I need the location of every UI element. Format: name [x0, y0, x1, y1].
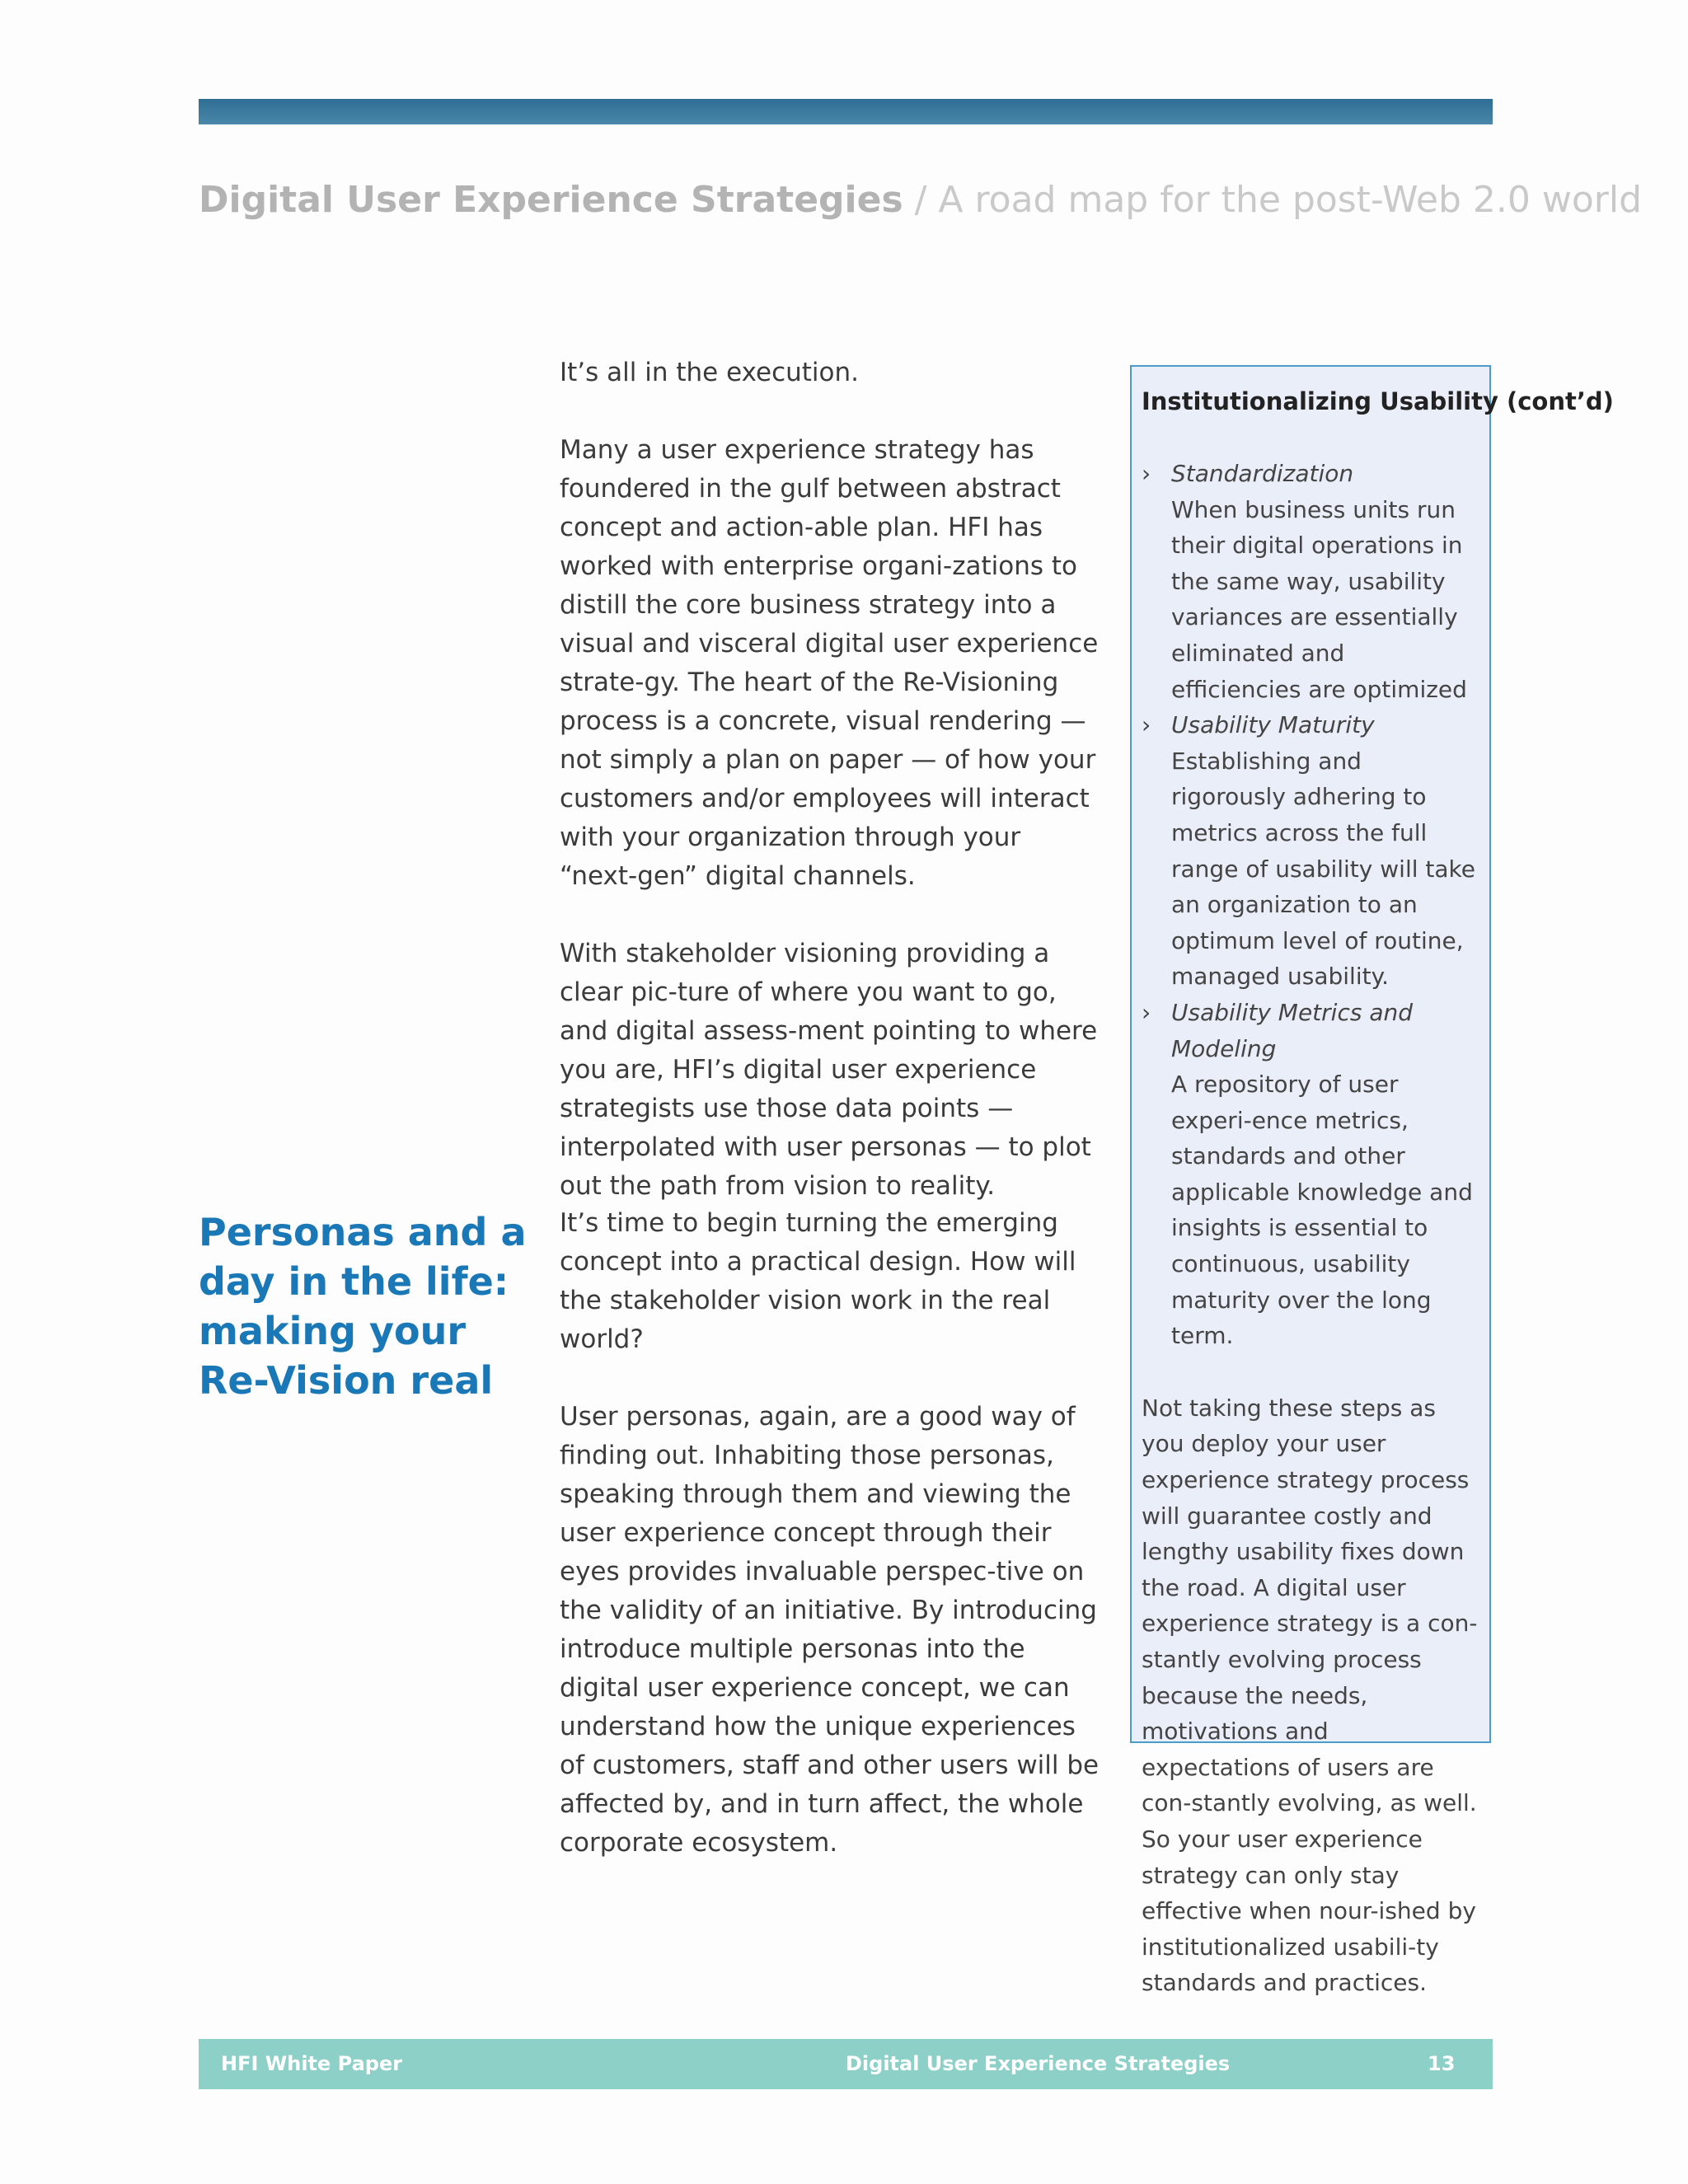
list-item	[1142, 456, 1481, 707]
header-title: Digital User Experience Strategies	[199, 179, 903, 221]
paragraph: It’s all in the execution.	[560, 358, 859, 387]
paragraph: Many a user experience strategy has foundered in the gulf between abstract concept and action-able plan. HFI has worked with enterprise organi-zations to distill the core business strategy into a visual and visceral digital user experience strate-gy. The heart of the Re-Visioning process is a concrete, visual rendering — not simply a plan on paper — of how your customers and/or employees will interact with your organization through your “next-gen” digital channels.	[560, 435, 1099, 891]
list-item-description: A repository of user experi-ence metrics, standards and other applicable knowledge and insights is essential to continuous, usability maturity over the long term.	[1171, 1071, 1473, 1350]
list-item-description: When business units run their digital operations in the same way, usability variances are essentially eliminated and efficiencies are optimized	[1171, 495, 1467, 703]
sidebar-institutionalizing-usability	[1130, 365, 1614, 1997]
paragraph: It’s time to begin turning the emerging concept into a practical design. How will the stakeholder vision work in the real world?	[560, 1208, 1076, 1354]
sidebar-list	[1142, 419, 1481, 1354]
sidebar-closing-paragraph: Not taking these steps as you deploy your user experience strategy process will guarantee costly and lengthy usability fixes down the road. A digital user experience strategy is a con-stantly evolving process because the needs, motivations and expectations of users are con-stantly evolving, as well. So your user experience strategy can only stay effective when nour-ished by institutionalized usabili-ty standards and practices.	[1142, 1394, 1478, 1997]
page-footer	[199, 2039, 1493, 2089]
chevron-right-icon: ›	[1142, 998, 1151, 1026]
section-heading: Personas and a day in the life: making your Re-Vision real	[199, 1210, 527, 1403]
page-header	[199, 175, 1643, 226]
paragraph: With stakeholder visioning providing a clear pic-ture of where you want to go, and digital assess-ment pointing to where you are, HFI’s digital user experience strategists use those data points — interpolated with user personas — to plot out the path from vision to reality.	[560, 939, 1098, 1201]
list-item-term: Standardization	[1171, 460, 1354, 487]
section-personas	[560, 1204, 1104, 1863]
list-item-description: Establishing and rigorously adhering to metrics across the full range of usability will take an organization to an optimum level of routine, managed usability.	[1171, 747, 1475, 991]
footer-publication: HFI White Paper	[221, 2052, 403, 2075]
list-item-term: Usability Maturity	[1171, 711, 1375, 739]
section-execution	[560, 354, 1104, 1206]
list-item	[1142, 707, 1481, 995]
chevron-right-icon: ›	[1142, 711, 1151, 739]
footer-document-title: Digital User Experience Strategies	[846, 2052, 1231, 2075]
list-item-term: Usability Metrics and Modeling	[1171, 998, 1414, 1062]
page-number: 13	[1428, 2052, 1456, 2075]
header-subtitle: A road map for the post-Web 2.0 world	[938, 179, 1643, 221]
chevron-right-icon: ›	[1142, 460, 1151, 487]
paragraph: User personas, again, are a good way of finding out. Inhabiting those personas, speaking through them and viewing the user experience concept through their eyes provides invaluable perspec-tive on the validity of an initiative. By introducing introduce multiple personas into the digital user experience concept, we can understand how the unique experiences of customers, staff and other users will be affected by, and in turn affect, the whole corporate ecosystem.	[560, 1402, 1100, 1858]
header-separator: /	[903, 179, 939, 221]
sidebar-title: Institutionalizing Usability (cont’d)	[1142, 387, 1614, 415]
list-item	[1142, 995, 1481, 1354]
top-accent-bar	[199, 99, 1493, 124]
